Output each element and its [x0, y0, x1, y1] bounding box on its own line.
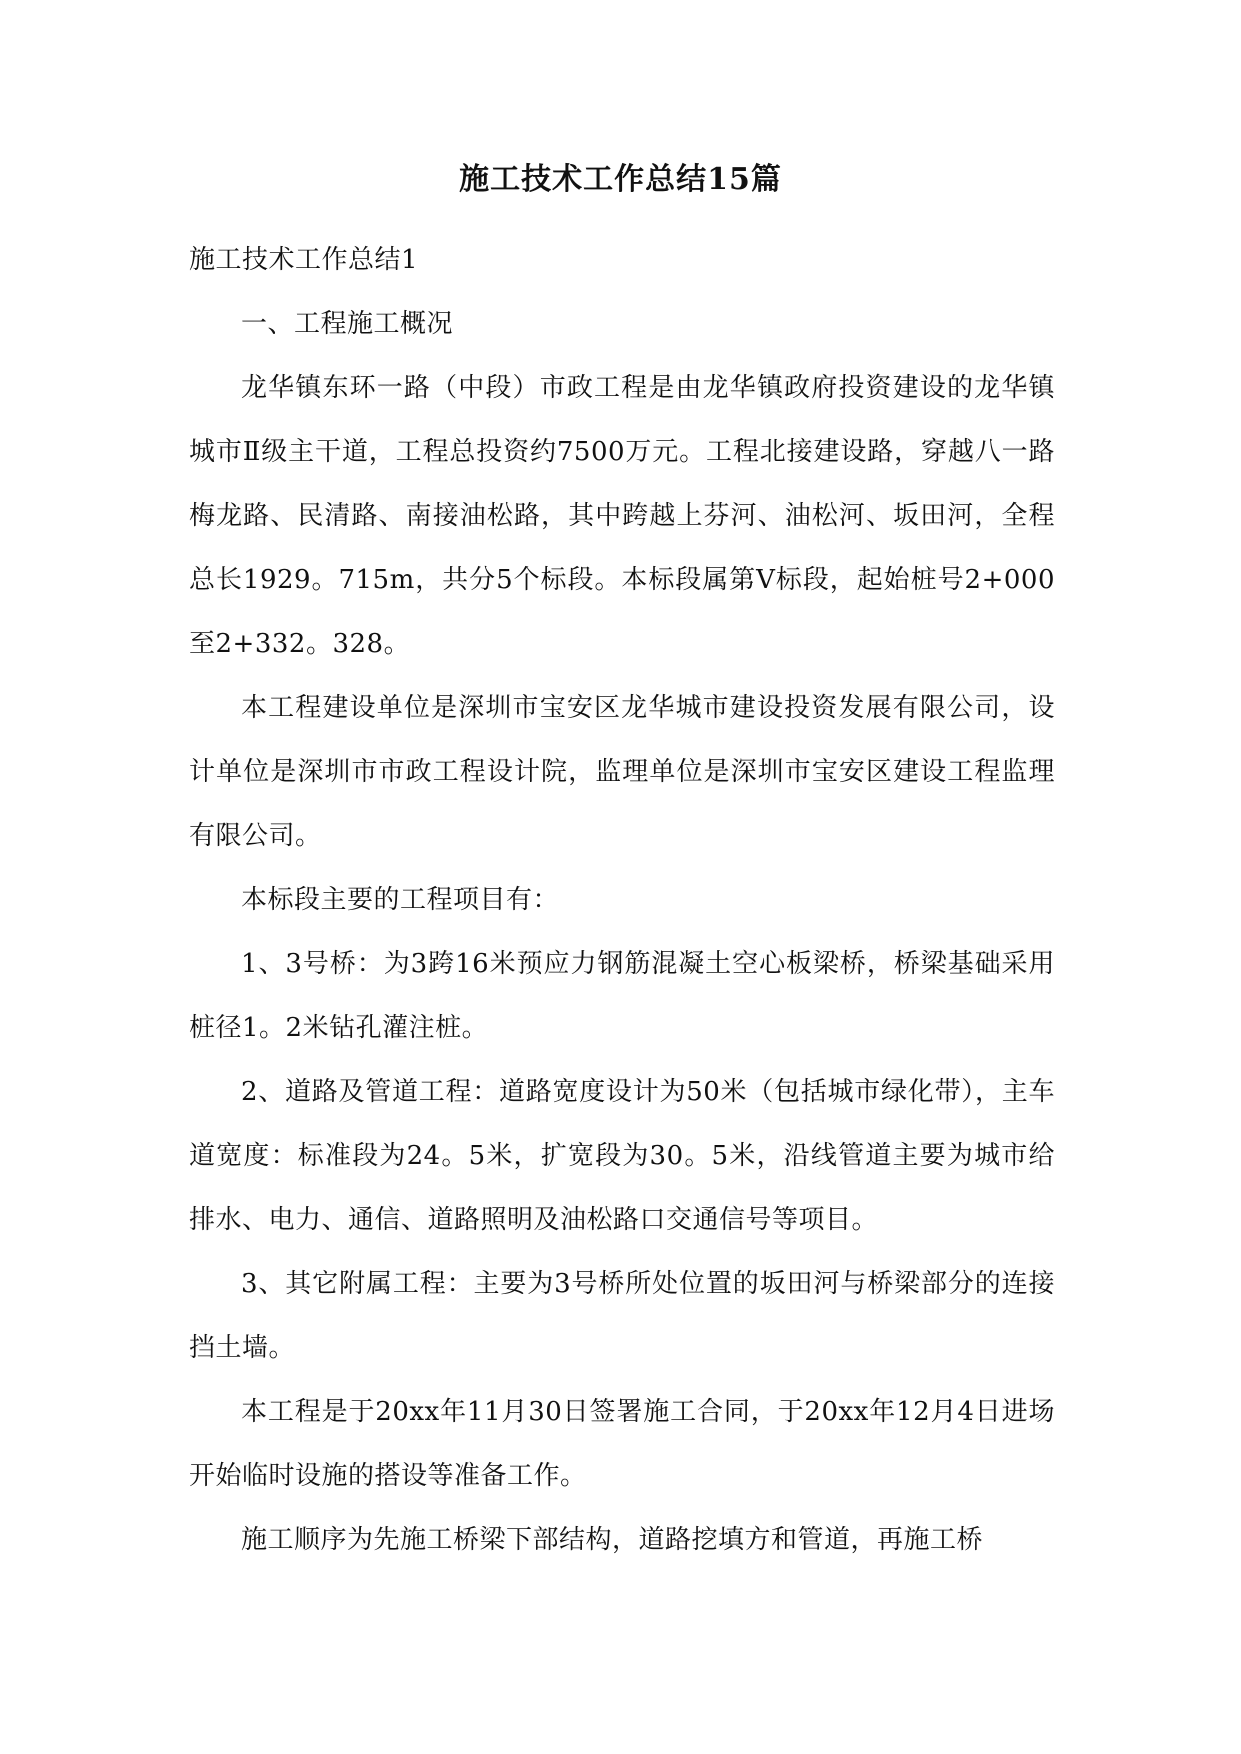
paragraph-item-ancillary: 3、其它附属工程：主要为3号桥所处位置的坂田河与桥梁部分的连接挡土墙。: [189, 1269, 1055, 1363]
document-title: 施工技术工作总结15篇: [459, 162, 782, 197]
document-body: [189, 228, 1055, 1572]
paragraph-item-road: 2、道路及管道工程：道路宽度设计为50米（包括城市绿化带），主车道宽度：标准段为24。5米，扩宽段为30。5米，沿线管道主要为城市给排水、电力、通信、道路照明及油松路口交通信号等项目。: [189, 1077, 1055, 1235]
paragraph-section-heading: 一、工程施工概况: [241, 309, 454, 339]
paragraph-sequence: 施工顺序为先施工桥梁下部结构，道路挖填方和管道，再施工桥: [241, 1525, 984, 1555]
paragraph-items-intro: 本标段主要的工程项目有：: [241, 885, 560, 915]
section-subheading: 施工技术工作总结1: [189, 245, 419, 275]
paragraph-item-bridge: 1、3号桥：为3跨16米预应力钢筋混凝土空心板梁桥，桥梁基础采用桩径1。2米钻孔灌注桩。: [189, 949, 1055, 1043]
paragraph-units: 本工程建设单位是深圳市宝安区龙华城市建设投资发展有限公司，设计单位是深圳市市政工程设计院，监理单位是深圳市宝安区建设工程监理有限公司。: [189, 693, 1055, 851]
paragraph-contract: 本工程是于20xx年11月30日签署施工合同，于20xx年12月4日进场开始临时设施的搭设等准备工作。: [189, 1397, 1055, 1491]
paragraph-project-overview: 龙华镇东环一路（中段）市政工程是由龙华镇政府投资建设的龙华镇城市Ⅱ级主干道，工程总投资约7500万元。工程北接建设路，穿越八一路梅龙路、民清路、南接油松路，其中跨越上芬河、油松河、坂田河，全程总长1929。715m，共分5个标段。本标段属第Ⅴ标段，起始桩号2+000至2+332。328。: [189, 373, 1055, 659]
